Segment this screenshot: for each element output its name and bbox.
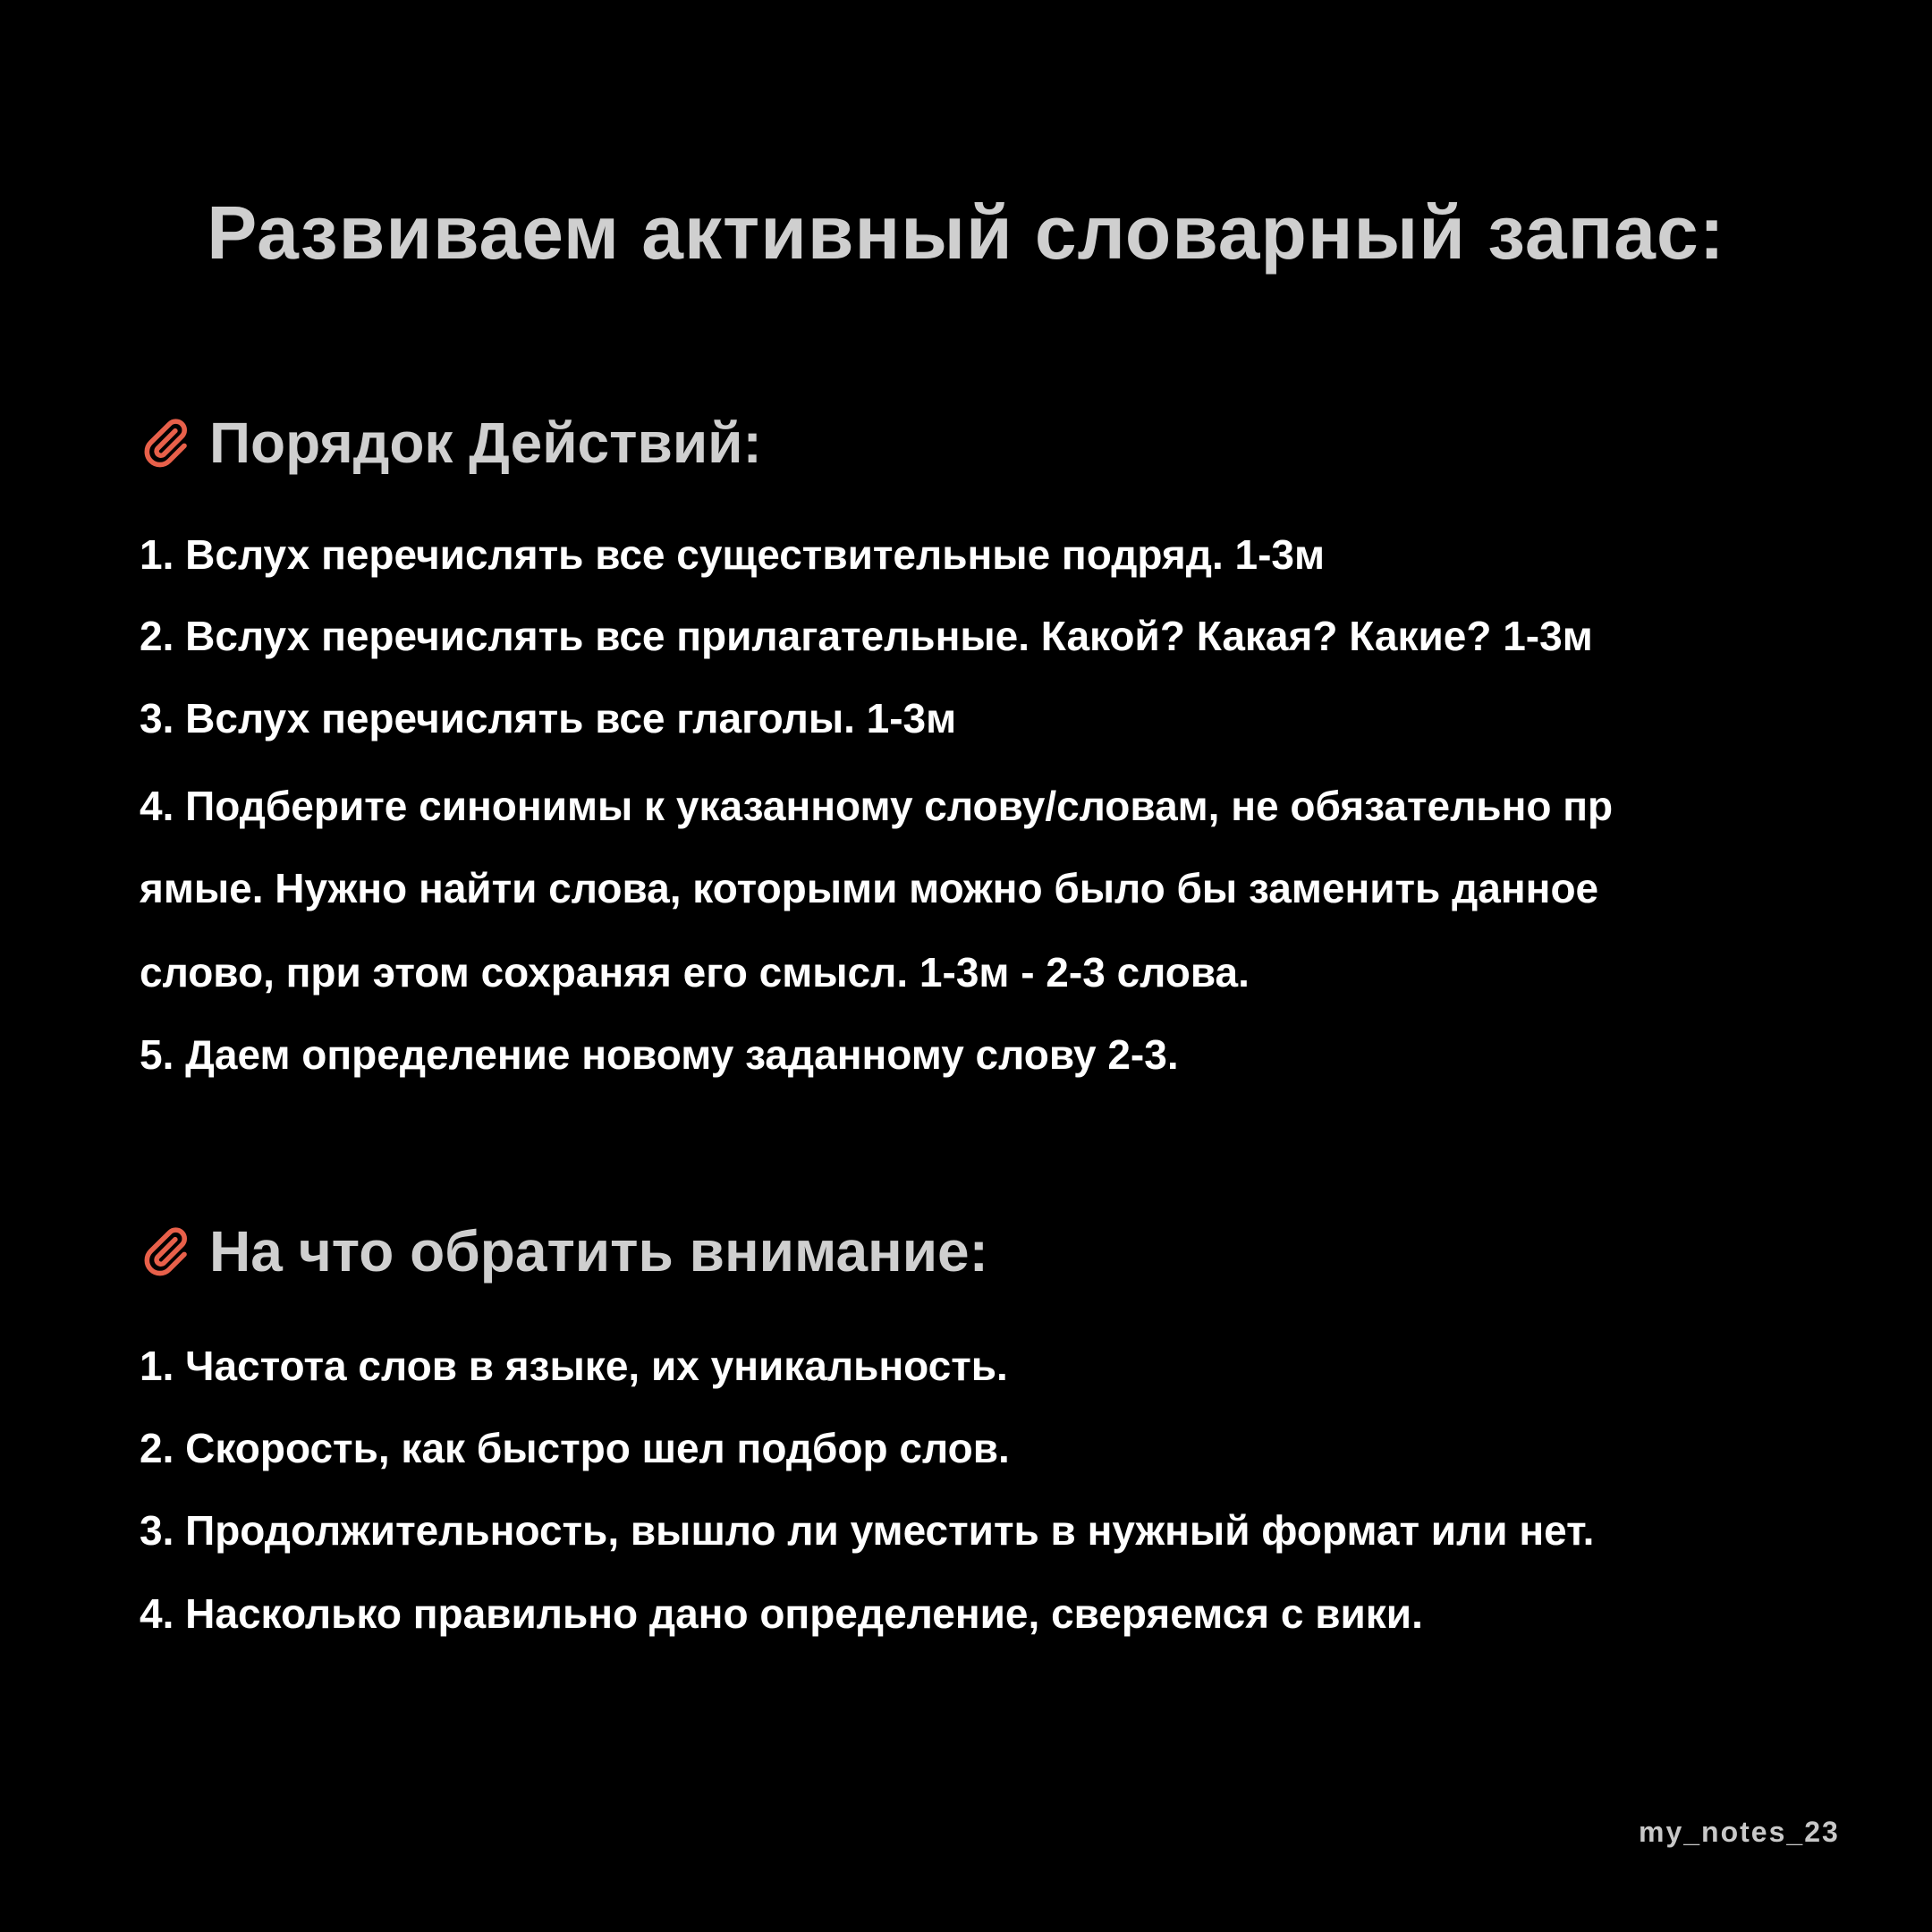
list-item: 2. Скорость, как быстро шел подбор слов. xyxy=(140,1425,1010,1471)
page-title: Развиваем активный словарный запас: xyxy=(207,191,1725,275)
list-item: 3. Продолжительность, вышло ли уместить в нужный формат или нет. xyxy=(140,1507,1595,1554)
list-item: 1. Вслух перечислять все существительные подряд. 1-3м xyxy=(140,531,1326,578)
list-item: 4. Насколько правильно дано определение, сверяемся с вики. xyxy=(140,1590,1423,1637)
list-item: 2. Вслух перечислять все прилагательные. Какой? Какая? Какие? 1-3м xyxy=(140,613,1593,659)
section-heading-text: На что обратить внимание: xyxy=(209,1219,988,1284)
list-item: 1. Частота слов в языке, их уникальность. xyxy=(140,1343,1008,1389)
paperclip-icon xyxy=(140,417,191,469)
list-item: 5. Даем определение новому заданному слову 2-3. xyxy=(140,1031,1179,1078)
section-heading-text: Порядок Действий: xyxy=(209,411,762,475)
list-item: ямые. Нужно найти слова, которыми можно было бы заменить данное xyxy=(140,865,1599,911)
section-heading-steps xyxy=(140,410,762,476)
section-heading-attention xyxy=(140,1218,988,1284)
list-item: слово, при этом сохраняя его смысл. 1-3м - 2-3 слова. xyxy=(140,949,1250,996)
watermark: my_notes_23 xyxy=(1639,1816,1840,1848)
paperclip-icon xyxy=(140,1225,191,1277)
list-item: 3. Вслух перечислять все глаголы. 1-3м xyxy=(140,695,957,741)
list-item: 4. Подберите синонимы к указанному слову/словам, не обязательно пр xyxy=(140,783,1614,829)
